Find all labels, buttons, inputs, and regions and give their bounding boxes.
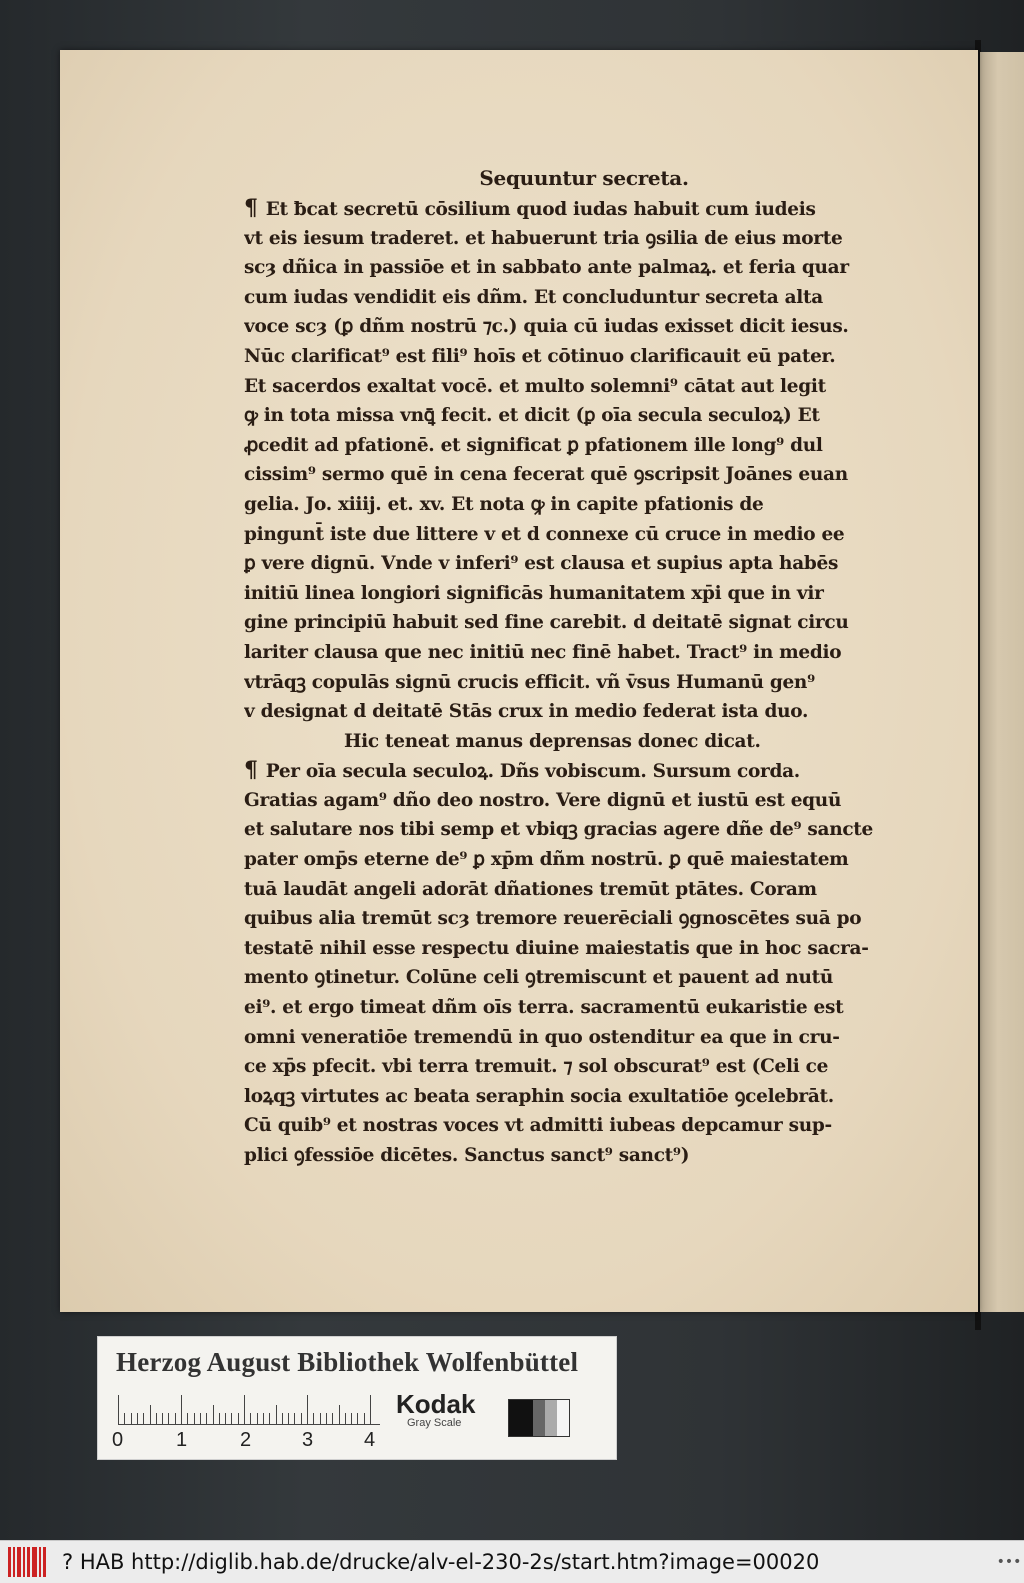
text-line: vtrāqꝫ copulās signū crucis efficit. vñ v̄sus Humanū gen⁹ <box>244 671 815 693</box>
text-line: gelia. Jo. xiiij. et. xv. Et nota ꝙ in capite pfationis de <box>244 493 764 515</box>
text-line: ei⁹. et ergo timeat dñm oīs terra. sacramentū eukaristie est <box>244 997 844 1019</box>
kodak-subtitle: Gray Scale <box>407 1417 462 1429</box>
ruler-tick <box>294 1413 295 1425</box>
text-line: pingunt̄ iste due littere v et d connexe cū cruce in medio ee <box>244 523 845 545</box>
ruler-tick <box>357 1413 358 1425</box>
ruler-tick <box>194 1413 195 1425</box>
ruler-tick <box>320 1413 321 1425</box>
ruler-tick <box>200 1413 201 1425</box>
ruler-tick <box>213 1405 214 1425</box>
text-line: Gratias agam⁹ dño deo nostro. Vere dignū et iustū est equū <box>244 789 842 811</box>
text-line: ¶ Et ƀcat secretū cōsilium quod iudas habuit cum iudeis <box>244 195 816 221</box>
text-line: Cū quib⁹ et nostras voces vt admitti iubeas depcamur sup- <box>244 1115 832 1137</box>
ruler-tick <box>118 1395 119 1425</box>
ruler-tick <box>143 1413 144 1425</box>
gray-scale-chip <box>508 1399 570 1437</box>
ruler-tick <box>225 1413 226 1425</box>
text-line: cissim⁹ sermo quē in cena fecerat quē ꝯscripsit Joānes euan <box>244 464 848 486</box>
text-line: lariter clausa que nec initiū nec finē habet. Tract⁹ in medio <box>244 641 842 663</box>
text-line: plici ꝯfessiōe dicētes. Sanctus sanct⁹ sanct⁹) <box>244 1145 690 1166</box>
scale-ruler <box>118 1395 380 1425</box>
text-line: Nūc clarificat⁹ est fili⁹ hoīs et cōtinuo clarificauit eū pater. <box>244 345 836 367</box>
ruler-label: 0 <box>112 1429 124 1451</box>
color-reference-card <box>97 1336 617 1460</box>
ruler-tick <box>339 1405 340 1425</box>
text-line: tuā laudāt angeli adorāt dñationes tremūt ptātes. Coram <box>244 878 817 900</box>
ruler-tick <box>131 1413 132 1425</box>
more-options-icon[interactable]: ••• <box>996 1554 1022 1570</box>
text-line: ce xp̄s pfecit. vbi terra tremuit. ⁊ sol obscurat⁹ est (Celi ce <box>244 1056 829 1078</box>
page-text <box>244 164 884 1171</box>
ruler-label: 3 <box>302 1429 314 1451</box>
ruler-tick <box>269 1413 270 1425</box>
text-line: gine principiū habuit sed fine carebit. d deitatē signat circu <box>244 612 849 634</box>
text-line: omni veneratiōe tremendū in quo ostenditur ea que in cru- <box>244 1026 840 1048</box>
ruler-tick <box>326 1413 327 1425</box>
text-line: Et sacerdos exaltat vocē. et multo solemni⁹ cātat aut legit <box>244 375 826 397</box>
pilcrow-icon: ¶ <box>244 195 258 221</box>
ruler-tick <box>345 1413 346 1425</box>
text-line: loꝝqꝫ virtutes ac beata seraphin socia exultatiōe ꝯcelebrāt. <box>244 1085 834 1107</box>
text-line: pater omp̄s eterne de⁹ ꝑ xp̄m dñm nostrū. ꝑ quē maiestatem <box>244 849 849 871</box>
text-line: ꝑ vere dignū. Vnde v inferi⁹ est clausa et supius apta habēs <box>244 553 839 575</box>
text-line: vt eis iesum traderet. et habuerunt tria ꝯsilia de eius morte <box>244 227 843 249</box>
ruler-tick <box>257 1413 258 1425</box>
ruler-label: 1 <box>176 1429 188 1451</box>
ruler-tick <box>244 1395 245 1425</box>
pilcrow-icon: ¶ <box>244 757 258 784</box>
text-line: et salutare nos tibi semp et vbiqꝫ gracias agere dñe de⁹ sancte <box>244 819 874 841</box>
ruler-tick <box>313 1413 314 1425</box>
ruler-tick <box>231 1413 232 1425</box>
text-line: scȝ dñica in passiōe et in sabbato ante palmaꝝ. et feria quar <box>244 257 849 279</box>
ruler-tick <box>150 1405 151 1425</box>
text-line: mento ꝯtinetur. Colūne celi ꝯtremiscunt et pauent ad nutū <box>244 967 834 989</box>
ruler-tick <box>288 1413 289 1425</box>
ruler-tick <box>351 1413 352 1425</box>
text-line: initiū linea longiori significās humanitatem xp̄i que in vir <box>244 582 824 604</box>
ruler-tick <box>206 1413 207 1425</box>
ruler-tick <box>332 1413 333 1425</box>
ruler-tick <box>124 1413 125 1425</box>
ruler-tick <box>187 1413 188 1425</box>
hab-barcode-icon <box>8 1547 50 1577</box>
ruler-tick <box>168 1413 169 1425</box>
text-line: v designat d deitatē Stās crux in medio federat ista duo. <box>244 701 809 723</box>
ruler-tick <box>263 1413 264 1425</box>
ruler-tick <box>301 1413 302 1425</box>
text-line: ꝙ in tota missa vnꝗ̄ fecit. et dicit (ꝑ oīa secula seculoꝝ) Et <box>244 405 820 427</box>
ruler-tick <box>162 1413 163 1425</box>
ruler-tick <box>370 1395 371 1425</box>
library-title: Herzog August Bibliothek Wolfenbüttel <box>116 1347 579 1377</box>
ruler-tick <box>219 1413 220 1425</box>
ruler-label: 4 <box>364 1429 376 1451</box>
text-line: ¶ Per oīa secula seculoꝝ. Dñs vobiscum. Sursum corda. <box>244 757 800 784</box>
rubric-line: Hic teneat manus deprensas donec dicat. <box>344 730 761 752</box>
status-url-text[interactable]: ? HAB http://diglib.hab.de/drucke/alv-el-230-2s/start.htm?image=00020 <box>62 1550 820 1574</box>
ruler-tick <box>307 1395 308 1425</box>
text-line: quibus alia tremūt scȝ tremore reuerēciali ꝯgnoscētes suā po <box>244 908 862 930</box>
ruler-tick <box>175 1413 176 1425</box>
ruler-tick <box>276 1405 277 1425</box>
page-heading: Sequuntur secreta. <box>479 166 689 190</box>
kodak-logo: Kodak <box>396 1389 476 1419</box>
ruler-label: 2 <box>240 1429 252 1451</box>
text-line: cum iudas vendidit eis dñm. Et concluduntur secreta alta <box>244 286 823 308</box>
adjacent-page-edge <box>980 52 1024 1312</box>
text-line: voce scȝ (ꝑ dñm nostrū ⁊c.) quia cū iudas exisset dicit iesus. <box>244 316 849 338</box>
ruler-tick <box>156 1413 157 1425</box>
text-line: testatē nihil esse respectu diuine maiestatis que in hoc sacra- <box>244 937 869 959</box>
ruler-tick <box>282 1413 283 1425</box>
ruler-tick <box>364 1413 365 1425</box>
ruler-tick <box>238 1413 239 1425</box>
ruler-tick <box>250 1413 251 1425</box>
ruler-tick <box>137 1413 138 1425</box>
text-line: ꝓcedit ad pfationē. et significat ꝑ pfationem ille long⁹ dul <box>244 434 823 456</box>
browser-status-bar <box>0 1540 1024 1583</box>
ruler-tick <box>181 1395 182 1425</box>
